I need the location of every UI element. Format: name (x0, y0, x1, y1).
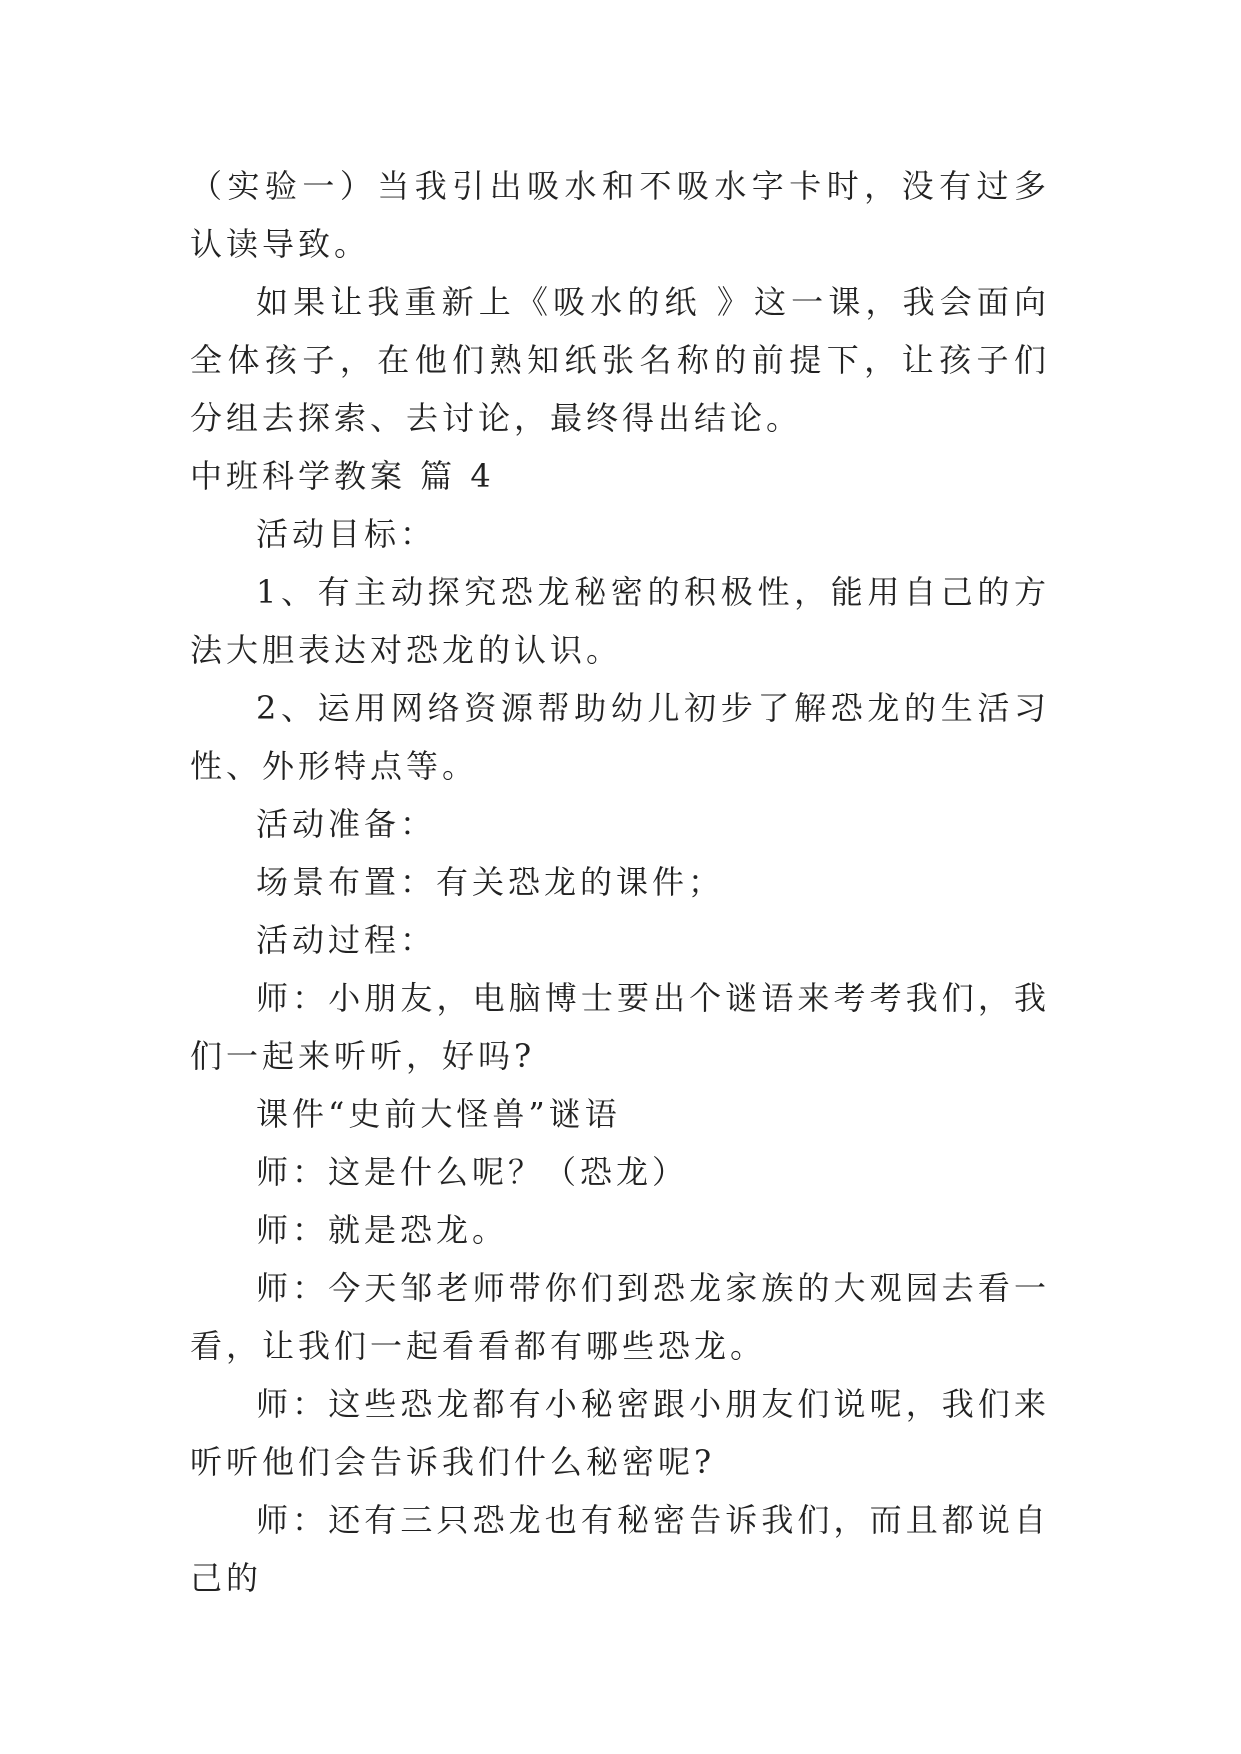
paragraph-activity-goals-label: 活动目标： (256, 515, 437, 553)
paragraph-teacher-secrets: 师：这些恐龙都有小秘密跟小朋友们说呢，我们来听听他们会告诉我们什么秘密呢? (190, 1385, 1050, 1481)
document-body (190, 157, 1050, 1607)
section-heading: 中班科学教案 篇 4 (190, 457, 495, 495)
paragraph-activity-prep-label: 活动准备： (256, 805, 437, 843)
paragraph-teacher-three-dinosaurs: 师：还有三只恐龙也有秘密告诉我们，而且都说自己的 (190, 1501, 1050, 1597)
paragraph-teacher-answer: 师：就是恐龙。 (256, 1211, 509, 1249)
paragraph-reflection: 如果让我重新上《吸水的纸 》这一课，我会面向全体孩子，在他们熟知纸张名称的前提下，让孩子们分组去探索、去讨论，最终得出结论。 (190, 283, 1050, 437)
paragraph-goal-1: 1、有主动探究恐龙秘密的积极性，能用自己的方法大胆表达对恐龙的认识。 (190, 573, 1050, 669)
paragraph-teacher-tour: 师：今天邹老师带你们到恐龙家族的大观园去看一看，让我们一起看看都有哪些恐龙。 (190, 1269, 1050, 1365)
paragraph-teacher-question: 师：这是什么呢？（恐龙） (256, 1153, 689, 1191)
paragraph-goal-2: 2、运用网络资源帮助幼儿初步了解恐龙的生活习性、外形特点等。 (190, 689, 1050, 785)
paragraph-experiment-note: （实验一）当我引出吸水和不吸水字卡时，没有过多认读导致。 (190, 167, 1050, 263)
paragraph-activity-process-label: 活动过程： (256, 921, 437, 959)
paragraph-scene-setup: 场景布置：有关恐龙的课件； (256, 863, 725, 901)
paragraph-teacher-riddle: 师：小朋友，电脑博士要出个谜语来考考我们，我们一起来听听，好吗? (190, 979, 1050, 1075)
paragraph-courseware-riddle: 课件“史前大怪兽”谜语 (256, 1095, 621, 1133)
